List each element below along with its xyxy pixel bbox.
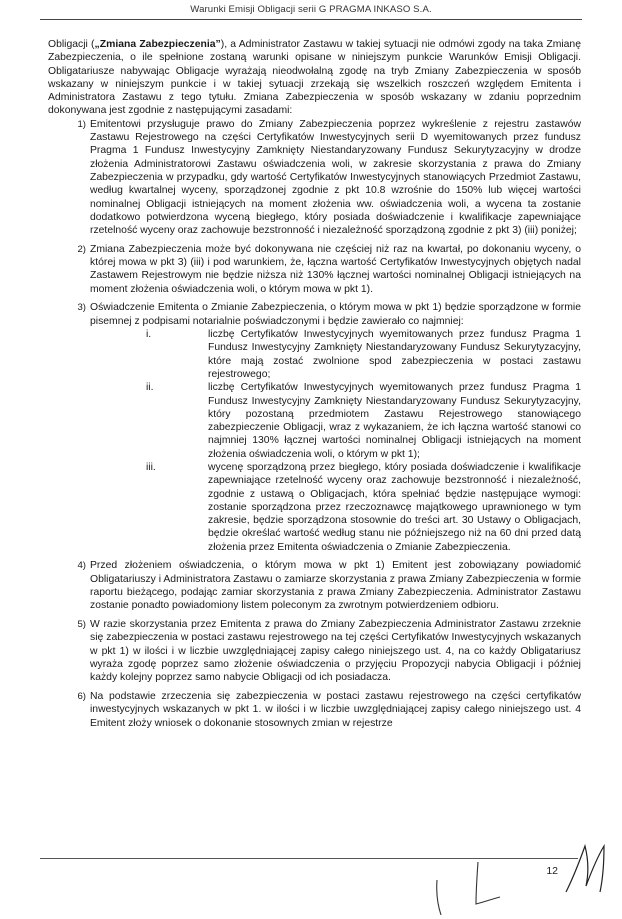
item-text: Zmiana Zabezpieczenia może być dokonywana nie częściej niż raz na kwartał, po dokonaniu wyceny, o której mowa w pkt 3) (iii) i pod warunkiem, że, łączna wartość Certyfikatów Inwestycyjnych objętych nadal Zastawem Rejestrowym nie będzie niższa niż 130% łącznej wartości nominalnej Obligacji istniejących na moment złożenia oświadczenia woli, o którym mowa w pkt 1). [90,243,581,295]
item-text: Oświadczenie Emitenta o Zmianie Zabezpieczenia, o którym mowa w pkt 1) będzie sporządzone w formie pisemnej z podpisami notarialnie poświadczonymi i będzie zawierało co najmniej: [90,302,581,327]
item-text: Na podstawie zrzeczenia się zabezpieczenia w postaci zastawu rejestrowego na części certyfikatów inwestycyjnych wskazanych w pkt 1. w ilości i w liczbie uwzględniającej zapisy całego niniejszego ust. 4 Emitent złoży wniosek o dokonanie stosownych zmian w rejestrze [90,690,581,729]
item-number: 6) [77,690,86,702]
sub-item-text: liczbę Certyfikatów Inwestycyjnych wyemitowanych przez fundusz Pragma 1 Fundusz Inwestycyjny Zamknięty Niestandaryzowany Fundusz Sekurytyzacyjny, które mają zostać zwolnione spod zabezpieczenia w postaci zastawu rejestrowego; [208,329,581,380]
page-header: Warunki Emisji Obligacji serii G PRAGMA INKASO S.A. [190,4,432,15]
item-text: Emitentowi przysługuje prawo do Zmiany Zabezpieczenia poprzez wykreślenie z rejestru zastawów Zastawu Rejestrowego na części Certyfikatów Inwestycyjnych serii D wyemitowanych przez fundusz Pragma 1 Fundusz Inwestycyjny Zamknięty Niestandaryzowany Fundusz Sekurytyzacyjny w drodze złożenia Administratorowi Zastawu oświadczenia woli, w zakresie skorzystania z prawa do Zmiany Zabezpieczenia w przypadku, gdy wartość Certyfikatów Inwestycyjnych stanowiących Przedmiot Zastawu, według kwartalnej wyceny, sporządzonej zgodnie z pkt 10.8 wzrośnie do 150% lub więcej wartości nominalnej Obligacji istniejących na moment złożenia ww. oświadczenia woli, a wycena ta zostanie dodatkowo potwierdzona wyceną biegłego, który posiada doświadczenie i kwalifikacje zapewniające rzetelność wyceny oraz zachowuje bezstronność i niezależność sporządzoną zgodnie z pkt 3) (iii) poniżej; [90,118,581,237]
intro-defined-term: „Zmiana Zabezpieczenia” [94,39,221,50]
sub-item-number: ii. [146,382,154,394]
item-number: 2) [77,243,86,255]
item-text: W razie skorzystania przez Emitenta z prawa do Zmiany Zabezpieczenia Administrator Zastawu zrzeknie się zabezpieczenia w postaci zastawu rejestrowego na tej części Certyfikatów Inwestycyjnych wskazanych w pkt 1) w ilości i w liczbie uwzględniającej zapisy całego niniejszego ust. 4, na co każdy Obligatariusz wyraża zgodę poprzez samo złożenie oświadczenia o przyjęciu Propozycji nabycia Obligacji i później każdy kolejny poprzez samo nabycie Obligacji od ich posiadacza. [90,619,581,684]
item-number: 5) [77,619,86,631]
sub-item-text: liczbę Certyfikatów Inwestycyjnych wyemitowanych przez fundusz Pragma 1 Fundusz Inwestycyjny Zamknięty Niestandaryzowany Fundusz Sekurytyzacyjny, który pozostaną przedmiotem Zastawu Rejestrowego stanowiącego zabezpieczenie Obligacji, wraz z wykazaniem, że ich łączna wartość stanowi co najmniej 130% łącznej wartości nominalnej Obligacji istniejących na moment złożenia oświadczenia woli, o którym w pkt 1); [208,382,581,460]
page-number: 12 [546,865,558,877]
item-number: 1) [77,118,86,130]
signature-mark-middle [476,862,500,904]
intro-after: ), a Administrator Zastawu w takiej sytuacji nie odmówi zgody na taka Zmianę Zabezpieczenia, o ile spełnione zostaną warunki opisane w niniejszym punkcie Warunków Emisji Obligacji. Obligatariusze nabywając Obligacje wyrażają nieodwołalną zgodę na tryb Zmiany Zabezpieczenia w sposób wskazany w niniejszym punkcie i w takiej sytuacji zrzekają się wszelkich roszczeń względem Emitenta i Administratora Zastawu z tego tytułu. Zmiana Zabezpieczenia w sposób wskazany w zdaniu poprzednim dokonywana jest zgodnie z następującymi zasadami: [48,39,581,117]
signature-mark-left [437,880,441,915]
sub-item-text: wycenę sporządzoną przez biegłego, który posiada doświadczenie i kwalifikacje zapewniające rzetelność wyceny oraz zachowuje bezstronność i niezależność, zgodnie z ustawą o Obligacjach, która spełniać będzie następujące wymogi: zostanie sporządzona przez rzeczoznawcę majątkowego uprawnionego w tym zakresie, będzie sporządzona stosownie do treści art. 30 Ustawy o Obligacjach, będzie określać wartość według stanu nie późniejszego niż na 60 dni przed datą złożenia przez Emitenta oświadczenia o Zmianie Zabezpieczenia. [208,461,581,553]
signature-mark-right [566,846,604,892]
item-number: 4) [77,560,86,572]
intro-before: Obligacji ( [48,39,95,50]
item-text: Przed złożeniem oświadczenia, o którym mowa w pkt 1) Emitent jest zobowiązany powiadomić Obligatariuszy i Administratora Zastawu o zamiarze skorzystania z prawa Zmiany Zabezpieczenia w formie raportu bieżącego, podając zamiar skorzystania z prawa Zmiany Zabezpieczenia. Administrator Zastawu zostanie ponadto powiadomiony listem poleconym za zwrotnym potwierdzeniem odbioru. [90,560,581,612]
sub-item-number: iii. [146,461,156,473]
sub-item-number: i. [146,329,152,341]
item-number: 3) [77,302,86,314]
